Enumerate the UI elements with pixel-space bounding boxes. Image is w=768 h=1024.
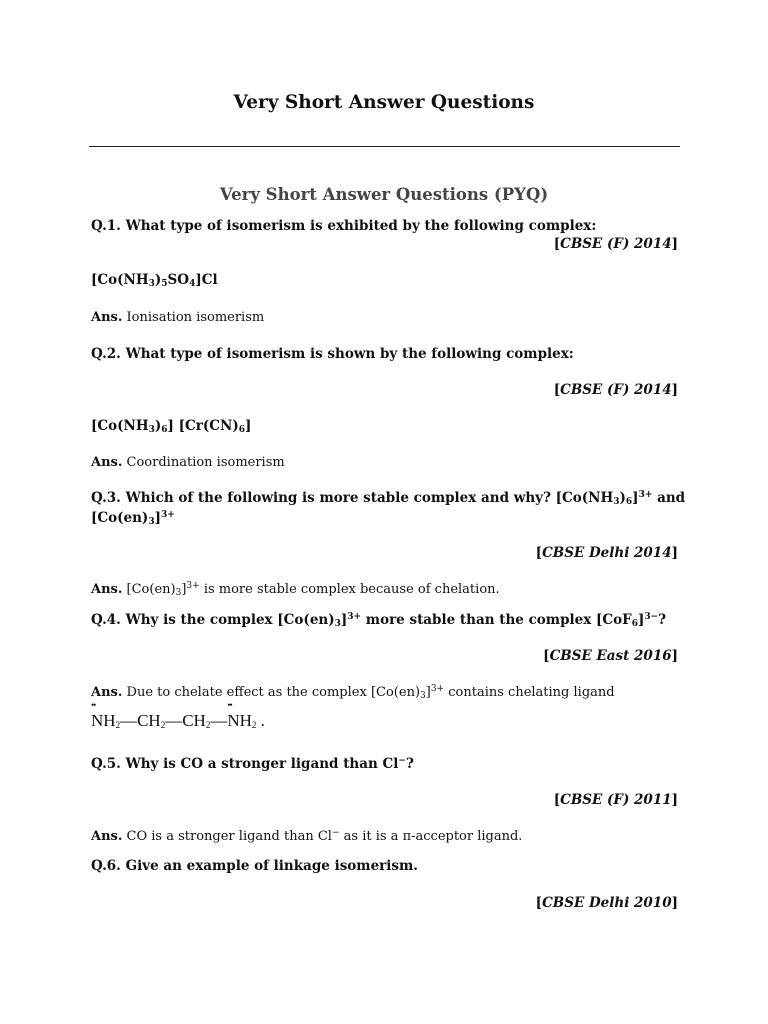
question-6-source: [CBSE Delhi 2010]	[535, 895, 678, 911]
section-subtitle: Very Short Answer Questions (PYQ)	[219, 185, 549, 204]
question-4-source: [CBSE East 2016]	[543, 648, 678, 664]
answer-4: Ans. Due to chelate effect as the complex $[Co(en)_3]^{3+}$ contains chelating ligand	[91, 684, 615, 701]
question-3: Q.3. Which of the following is more stable complex and why? $[Co(NH_3)_6]^{3+}$ and	[91, 490, 686, 507]
question-2: Q.2. What type of isomerism is shown by the following complex:	[91, 346, 574, 362]
question-2-source: [CBSE (F) 2014]	[553, 382, 678, 398]
answer-5: Ans. CO is a stronger ligand than Cl− as it is a π-acceptor ligand.	[91, 828, 523, 844]
answer-3: Ans. $[Co(en)_3]^{3+}$ is more stable complex because of chelation.	[91, 581, 500, 598]
question-4: Q.4. Why is the complex $[Co(en)_3]^{3+}$ more stable than the complex $[CoF_6]^{3-}$?	[91, 612, 667, 629]
question-1: Q.1. What type of isomerism is exhibited by the following complex:	[91, 218, 597, 234]
question-3-source: [CBSE Delhi 2014]	[535, 545, 678, 561]
answer-2: Ans. Coordination isomerism	[91, 455, 285, 470]
question-1-source: [CBSE (F) 2014]	[553, 236, 678, 252]
answer-1: Ans. Ionisation isomerism	[91, 310, 265, 325]
question-5: Q.5. Why is CO a stronger ligand than Cl−?	[91, 756, 414, 772]
question-3-line-2: $[Co(en)_3]^{3+}$	[91, 510, 175, 527]
question-6: Q.6. Give an example of linkage isomerism.	[91, 858, 419, 874]
page-title: Very Short Answer Questions	[233, 92, 535, 113]
question-1-formula: $[Co(NH_3)_5SO_4]Cl$	[91, 272, 218, 289]
question-5-source: [CBSE (F) 2011]	[553, 792, 678, 808]
question-2-formula: $[Co(NH_3)_6]$ $[Cr(CN)_6]$	[91, 418, 252, 435]
ethylenediamine-structure: •• $NH_2—CH_2—CH_2—••$ $NH_2$ .	[91, 711, 265, 731]
title-divider	[89, 146, 680, 147]
